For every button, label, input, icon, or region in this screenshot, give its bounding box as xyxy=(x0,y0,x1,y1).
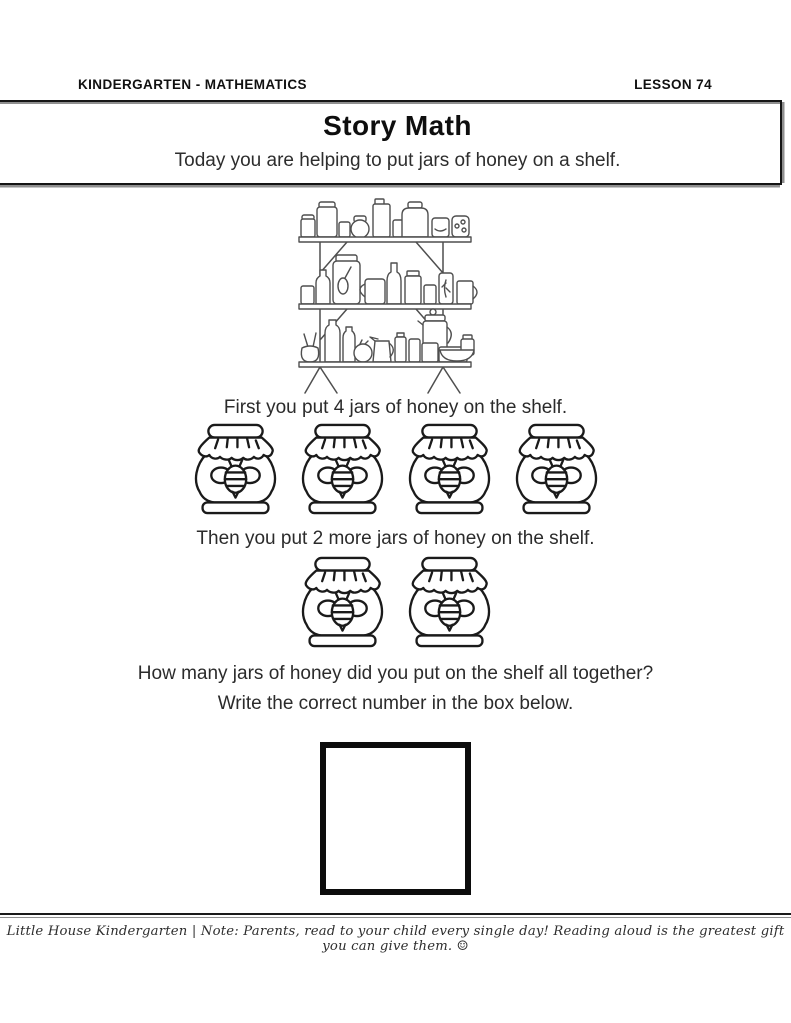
title-box-inner xyxy=(2,102,791,183)
question-line-1: How many jars of honey did you put on the shelf all together? xyxy=(137,663,654,684)
pantry-shelves-icon xyxy=(281,191,516,396)
footer-rule xyxy=(0,913,791,915)
jar-row-first xyxy=(0,423,791,516)
jar-row-second xyxy=(0,556,791,649)
step-two-text: Then you put 2 more jars of honey on the shelf. xyxy=(196,528,595,549)
honey-jar-icon xyxy=(508,423,605,516)
shelf-illustration-wrap xyxy=(281,191,516,401)
honey-jar-icon xyxy=(294,423,391,516)
top-shelf-items xyxy=(301,199,469,238)
page-title: Story Math xyxy=(323,110,472,141)
bottom-shelf-items xyxy=(301,309,474,362)
intro-text: Today you are helping to put jars of honey on a shelf. xyxy=(174,150,621,171)
step-one-text: First you put 4 jars of honey on the shelf. xyxy=(223,397,568,418)
middle-shelf-items xyxy=(301,255,477,304)
header-lesson-label: LESSON 74 xyxy=(634,77,712,92)
honey-jar-icon xyxy=(401,556,498,649)
answer-box[interactable] xyxy=(320,742,471,895)
header-course-label: KINDERGARTEN - MATHEMATICS xyxy=(78,77,307,92)
footer-note: Little House Kindergarten | Note: Parents, read to your child every single day! Reading aloud is the greatest gift you can give them. ☺ xyxy=(6,924,785,954)
title-box xyxy=(0,100,782,185)
honey-jar-icon xyxy=(187,423,284,516)
honey-jar-icon xyxy=(294,556,391,649)
question-line-2: Write the correct number in the box below. xyxy=(217,693,574,714)
honey-jar-icon xyxy=(401,423,498,516)
